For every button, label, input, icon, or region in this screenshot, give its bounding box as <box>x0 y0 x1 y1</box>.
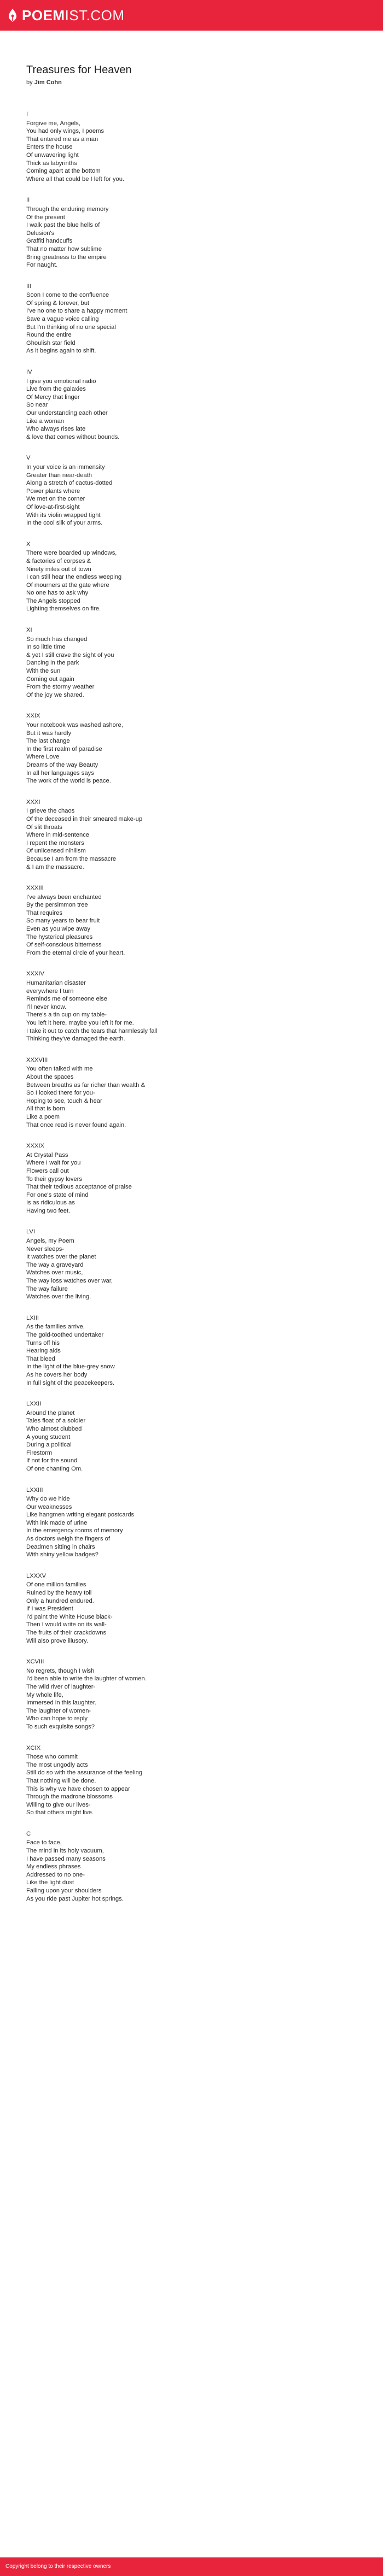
poem-line: The laughter of women- <box>26 1707 91 1714</box>
poem-line: In your voice is an immensity <box>26 463 105 470</box>
poem-line: I repent the monsters <box>26 839 84 846</box>
poem-byline <box>26 79 357 86</box>
poem-line: Never sleeps- <box>26 1245 65 1252</box>
stanza-number: II <box>26 197 30 204</box>
poem-line: The Angels stopped <box>26 597 80 604</box>
poem-line: My endless phrases <box>26 1863 81 1871</box>
poem-line: In the first realm of paradise <box>26 745 102 752</box>
poem-line: Those who commit <box>26 1754 78 1761</box>
poem-line: The gold-toothed undertaker <box>26 1332 104 1338</box>
poem-line: There were boarded up windows, <box>26 550 117 557</box>
poem-line: & yet I still crave the sight of you <box>26 651 114 658</box>
poem-line: As you ride past Jupiter hot springs. <box>26 1895 124 1902</box>
poem-line: That nothing will be done. <box>26 1777 96 1784</box>
poem-line: Greater than near-death <box>26 472 92 479</box>
stanza-number: XXXI <box>26 798 40 805</box>
poem-stanza <box>26 884 357 957</box>
poem-line: Ninety miles out of town <box>26 566 91 573</box>
poem-line: For naught. <box>26 262 58 269</box>
poem-line: Having two feet. <box>26 1207 71 1214</box>
poem-line: I've always been enchanted <box>26 893 102 901</box>
stanza-number: XXIX <box>26 713 40 720</box>
poem-title: Treasures for Heaven <box>26 64 132 76</box>
poem-line: Of the deceased in their smeared make-up <box>26 815 143 822</box>
poem-line: Lighting themselves on fire. <box>26 605 101 613</box>
poem-line: You left it here, maybe you left it for me. <box>26 1020 134 1026</box>
poem-line: Delusion's <box>26 230 55 237</box>
poem-stanza <box>26 1658 357 1731</box>
poem-stanza <box>26 1744 357 1817</box>
poem-stanza <box>26 368 357 441</box>
poem-line: The way loss watches over war, <box>26 1278 113 1285</box>
poem-stanza <box>26 1486 357 1559</box>
poem-stanza <box>26 712 357 785</box>
poem-line: Of mourners at the gate where <box>26 581 109 589</box>
poem-line: Where Love <box>26 754 60 761</box>
poem-line: Bring greatness to the empire <box>26 254 107 261</box>
stanza-number: XXXIV <box>26 971 44 978</box>
poem-line: Who almost clubbed <box>26 1425 82 1432</box>
poem-line: Angels, my Poem <box>26 1238 74 1245</box>
poem-line: I'd paint the White House black- <box>26 1613 113 1620</box>
poem-line: Falling upon your shoulders <box>26 1887 102 1895</box>
poem-line: Of the present <box>26 214 65 221</box>
poem-line: In the cool silk of your arms. <box>26 520 103 527</box>
poem-line: Is as ridiculous as <box>26 1199 75 1207</box>
poem-line: The mind in its holy vacuum, <box>26 1848 104 1855</box>
poem-line: That no matter how sublime <box>26 245 102 252</box>
poem-stanza <box>26 626 357 699</box>
poem-line: Of unwavering light <box>26 151 79 158</box>
poem-stanza <box>26 1056 357 1129</box>
poem-line: Between breaths as far richer than wealth & <box>26 1081 146 1089</box>
poem-line: For one's state of mind <box>26 1191 89 1198</box>
stanza-number: XCIX <box>26 1744 41 1751</box>
poem-line: & I am the massacre. <box>26 863 84 871</box>
poem-line: Of love-at-first-sight <box>26 503 80 510</box>
poem-line: As the families arrive, <box>26 1324 85 1331</box>
poem-line: That their tedious acceptance of praise <box>26 1184 132 1191</box>
poem-line: If I was President <box>26 1605 73 1613</box>
poem-line: Save a vague voice calling <box>26 316 99 323</box>
site-footer <box>0 2557 383 2576</box>
poem-line: So much has changed <box>26 636 88 643</box>
poem-line: Humanitarian disaster <box>26 980 86 987</box>
poem-line: In the emergency rooms of memory <box>26 1527 123 1534</box>
poem-line: I can still hear the endless weeping <box>26 574 122 581</box>
poem-line: Along a stretch of cactus-dotted <box>26 480 113 487</box>
poem-line: Coming apart at the bottom <box>26 168 101 175</box>
poem-line: & factories of corpses & <box>26 557 91 564</box>
poem-stanza <box>26 1400 357 1473</box>
poem-line: Of Mercy that linger <box>26 393 80 401</box>
poem-line: Our understanding each other <box>26 410 108 416</box>
poem-line: Of unlicensed nihilism <box>26 848 86 855</box>
poem-line: In all her languages says <box>26 769 94 777</box>
poem-line: This is why we have chosen to appear <box>26 1785 130 1792</box>
poem-stanza <box>26 970 357 1043</box>
footer-copyright: Copyright belong to their respective owners <box>5 2563 111 2569</box>
poem-line: So many years to bear fruit <box>26 918 100 925</box>
stanza-number: IV <box>26 369 32 376</box>
byline-prefix: by <box>26 79 34 86</box>
poem-line: About the spaces <box>26 1073 74 1080</box>
poem-line: I take it out to catch the tears that harmlessly fall <box>26 1027 158 1034</box>
poem-line: Deadmen sitting in chairs <box>26 1543 95 1550</box>
poem-line: Flowers call out <box>26 1167 69 1174</box>
poem-line: The work of the world is peace. <box>26 778 111 785</box>
poem-line: If not for the sound <box>26 1457 78 1465</box>
poem-line: With the sun <box>26 668 61 675</box>
poem-line: You often talked with me <box>26 1066 93 1073</box>
poem-line: As doctors weigh the fingers of <box>26 1536 110 1543</box>
poem-stanza <box>26 1572 357 1645</box>
poem-line: No regrets, though I wish <box>26 1667 95 1674</box>
poem-line: Ruined by the heavy toll <box>26 1590 92 1597</box>
poem-line: Thinking they've damaged the earth. <box>26 1036 125 1043</box>
poem-line: everywhere I turn <box>26 987 74 995</box>
poem-line: Soon I come to the confluence <box>26 292 109 299</box>
poem-stanza <box>26 1228 357 1301</box>
logo-wordmark-light: IST.COM <box>65 7 125 23</box>
poem-line: Live from the galaxies <box>26 386 86 393</box>
poem-line: No one has to ask why <box>26 590 89 597</box>
poem-stanza <box>26 110 357 183</box>
poem-line: Willing to give our lives- <box>26 1801 91 1808</box>
stanza-number: XXXIII <box>26 885 44 892</box>
poem-line: By the persimmon tree <box>26 902 88 909</box>
stanza-number: C <box>26 1830 31 1837</box>
poem-line: I grieve the chaos <box>26 808 75 815</box>
poem-line: But I'm thinking of no one special <box>26 324 116 331</box>
stanza-number: I <box>26 111 28 117</box>
poem-line: Where in mid-sentence <box>26 832 90 839</box>
poem-line: The hysterical pleasures <box>26 933 93 940</box>
poem-line: Immersed in this laughter. <box>26 1699 97 1707</box>
stanza-number: III <box>26 283 32 290</box>
poem-line: Reminds me of someone else <box>26 996 107 1003</box>
poem-line: With ink made of urine <box>26 1519 88 1526</box>
poem-line: A young student <box>26 1433 71 1440</box>
poem-line: Of slit throats <box>26 824 62 831</box>
poem-line: That entered me as a man <box>26 136 98 143</box>
stanza-number: LXXXV <box>26 1572 47 1579</box>
poem-line: In so little time <box>26 644 66 651</box>
poem-line: Face to face, <box>26 1839 62 1846</box>
poem-line: Like the light dust <box>26 1879 74 1886</box>
poem-line: So that others might live. <box>26 1809 94 1816</box>
logo-wordmark-bold: POEM <box>22 7 65 23</box>
poem-line: As it begins again to shift. <box>26 348 96 355</box>
poem-line: & love that comes without bounds. <box>26 433 120 440</box>
poem-line: The way failure <box>26 1285 68 1292</box>
poem-line: I walk past the blue hells of <box>26 222 100 229</box>
stanza-number: XXXVIII <box>26 1056 48 1063</box>
poem-line: From the stormy weather <box>26 684 95 691</box>
poem-line: You had only wings, I poems <box>26 128 105 135</box>
poem-line: The fruits of their crackdowns <box>26 1630 107 1636</box>
stanza-number: V <box>26 455 31 462</box>
poem-line: Where I wait for you <box>26 1160 81 1167</box>
poem-stanza <box>26 454 357 527</box>
poem-line: I have passed many seasons <box>26 1855 106 1862</box>
poem-content <box>26 63 357 1916</box>
poem-line: Firestorm <box>26 1449 53 1456</box>
poem-line: At Crystal Pass <box>26 1151 68 1158</box>
poem-line: The way a graveyard <box>26 1261 84 1268</box>
poem-line: In full sight of the peacekeepers. <box>26 1379 115 1386</box>
poem-stanza <box>26 196 357 269</box>
site-header <box>0 0 383 31</box>
poem-line: Only a hundred endured. <box>26 1597 94 1604</box>
poem-line: Of self-conscious bitterness <box>26 942 102 949</box>
poem-stanza <box>26 283 357 355</box>
poem-line: The wild river of laughter- <box>26 1683 96 1690</box>
poem-line: Who can hope to reply <box>26 1715 88 1722</box>
poem-line: Turns off his <box>26 1339 60 1346</box>
poem-line: Of one million families <box>26 1581 86 1589</box>
poem-line: My whole life, <box>26 1691 63 1698</box>
poem-stanza <box>26 798 357 871</box>
poem-line: Like a poem <box>26 1113 60 1120</box>
poem-line: It watches over the planet <box>26 1254 96 1261</box>
poem-line: Forgive me, Angels, <box>26 120 80 127</box>
stanza-number: LVI <box>26 1228 35 1236</box>
poem-line: To such exquisite songs? <box>26 1723 95 1730</box>
poem-line: To their gypsy lovers <box>26 1175 82 1183</box>
poem-stanza <box>26 1142 357 1215</box>
poem-line: Ghoulish star field <box>26 339 76 346</box>
site-logo[interactable] <box>8 7 125 24</box>
poem-line: Even as you wipe away <box>26 926 90 933</box>
poem-line: There's a tin cup on my table- <box>26 1011 107 1019</box>
poem-line: Addressed to no one- <box>26 1871 85 1878</box>
poem-line: During a political <box>26 1442 72 1449</box>
poem-line: I'd been able to write the laughter of women. <box>26 1675 147 1683</box>
poem-line: Like a woman <box>26 417 65 425</box>
stanza-number: XXXIX <box>26 1143 44 1150</box>
stanza-number: LXIII <box>26 1314 39 1321</box>
poem-line: Dreams of the way Beauty <box>26 761 98 768</box>
poem-stanza <box>26 1830 357 1903</box>
poem-line: I give you emotional radio <box>26 378 96 385</box>
poem-line: With its violin wrapped tight <box>26 511 101 519</box>
logo-wordmark <box>22 7 125 24</box>
poem-line: But it was hardly <box>26 730 72 737</box>
stanza-number: X <box>26 540 31 548</box>
poem-line: Then I would write on its wall- <box>26 1621 107 1628</box>
poem-line: Our weaknesses <box>26 1503 72 1510</box>
poem-line: Round the entire <box>26 332 72 339</box>
poem-line: All that is born <box>26 1105 65 1113</box>
stanza-number: LXXII <box>26 1401 42 1408</box>
poem-line: Coming out again <box>26 675 74 683</box>
poem-line: Why do we hide <box>26 1496 70 1503</box>
poem-line: Power plants where <box>26 487 80 495</box>
poem-line: Through the enduring memory <box>26 205 109 213</box>
poem-line: Of the joy we shared. <box>26 691 84 698</box>
stanza-number: LXXIII <box>26 1486 43 1493</box>
poem-body <box>26 110 357 1903</box>
poem-line: Dancing in the park <box>26 660 79 667</box>
poem-line: Enters the house <box>26 144 73 151</box>
poem-line: Still do so with the assurance of the feeling <box>26 1769 143 1777</box>
poem-line: Where all that could be I left for you. <box>26 175 125 183</box>
poem-line: Graffiti handcuffs <box>26 238 73 245</box>
poem-line: Will also prove illusory. <box>26 1637 88 1644</box>
poem-line: Tales float of a soldier <box>26 1418 86 1425</box>
poem-line: I'll never know. <box>26 1003 67 1010</box>
poem-line: We met on the corner <box>26 496 85 503</box>
poem-line: So I looked there for you- <box>26 1090 95 1097</box>
poem-stanza <box>26 540 357 613</box>
poem-line: Of spring & forever, but <box>26 299 90 307</box>
poem-line: Because I am from the massacre <box>26 855 117 862</box>
poem-line: Around the planet <box>26 1409 75 1416</box>
poem-stanza <box>26 1314 357 1387</box>
poem-line: With shiny yellow badges? <box>26 1551 98 1558</box>
poem-line: So near <box>26 402 48 409</box>
poem-line: The most ungodly acts <box>26 1761 88 1768</box>
poem-author-link[interactable]: Jim Cohn <box>34 79 62 86</box>
poem-line: Watches over music, <box>26 1269 83 1277</box>
poem-line: Your notebook was washed ashore, <box>26 722 123 728</box>
poem-line: That bleed <box>26 1355 55 1362</box>
poem-line: Hoping to see, touch & hear <box>26 1097 102 1104</box>
poem-line: Through the madrone blossoms <box>26 1793 113 1801</box>
poem-line: Of one chanting Om. <box>26 1465 83 1472</box>
poem-line: As he covers her body <box>26 1371 88 1378</box>
poem-line: That once read is never found again. <box>26 1121 126 1128</box>
pen-nib-icon <box>8 8 18 22</box>
stanza-number: XI <box>26 627 32 634</box>
poem-line: Who always rises late <box>26 426 86 433</box>
poem-line: Hearing aids <box>26 1348 61 1355</box>
poem-line: Thick as labyrinths <box>26 160 77 167</box>
poem-line: That requires <box>26 909 62 916</box>
poem-line: In the light of the blue-grey snow <box>26 1363 115 1371</box>
poem-line: From the eternal circle of your heart. <box>26 949 125 956</box>
poem-line: The last change <box>26 738 70 745</box>
poem-line: Watches over the living. <box>26 1293 91 1301</box>
poem-line: I've no one to share a happy moment <box>26 308 127 315</box>
poem-line: Like hangmen writing elegant postcards <box>26 1512 135 1519</box>
stanza-number: XCVIII <box>26 1658 44 1666</box>
